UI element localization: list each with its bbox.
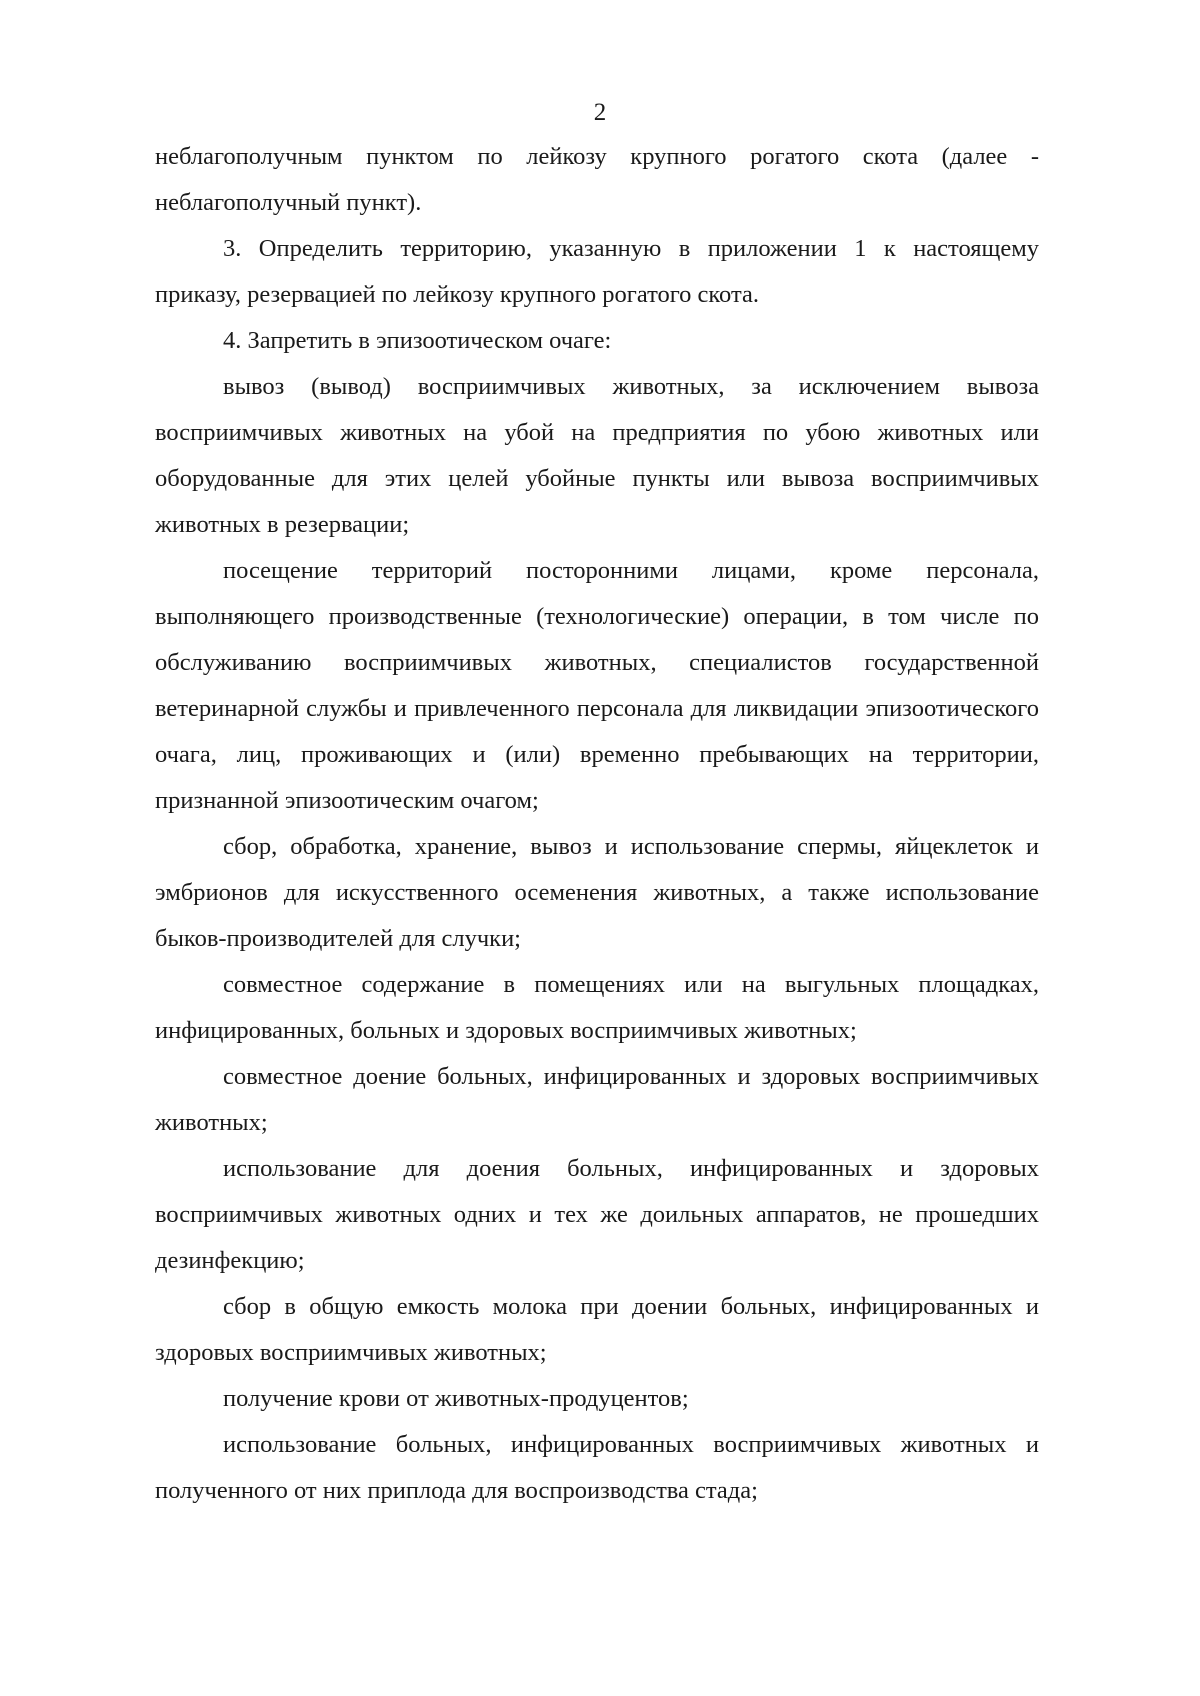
prohibition-semen: сбор, обработка, хранение, вывоз и использование спермы, яйцеклеток и эмбрионов для искусственного осеменения животных, а также использование быков-производителей для случки; bbox=[155, 833, 1039, 952]
page-number: 2 bbox=[593, 99, 607, 126]
prohibition-milk-collection: сбор в общую емкость молока при доении больных, инфицированных и здоровых восприимчивых животных; bbox=[155, 1293, 1039, 1366]
document-body bbox=[155, 134, 1039, 1514]
prohibition-export: вывоз (вывод) восприимчивых животных, за исключением вывоза восприимчивых животных на убой на предприятия по убою животных или оборудованные для этих целей убойные пункты или вывоза восприимчивых животных в резервации; bbox=[155, 373, 1039, 538]
prohibition-visits: посещение территорий посторонними лицами, кроме персонала, выполняющего производственные (технологические) операции, в том числе по обслуживанию восприимчивых животных, специалистов государственной ветеринарной службы и привлеченного персонала для ликвидации эпизоотического очага, лиц, проживающих и (или) временно пребывающих на территории, признанной эпизоотическим очагом; bbox=[155, 557, 1039, 814]
prohibition-reproduction: использование больных, инфицированных восприимчивых животных и полученного от них приплода для воспроизводства стада; bbox=[155, 1431, 1039, 1504]
prohibition-blood: получение крови от животных-продуцентов; bbox=[223, 1385, 689, 1412]
paragraph-continuation: неблагополучным пунктом по лейкозу крупного рогатого скота (далее - неблагополучный пункт). bbox=[155, 143, 1039, 216]
paragraph-item-3: 3. Определить территорию, указанную в приложении 1 к настоящему приказу, резервацией по лейкозу крупного рогатого скота. bbox=[155, 235, 1039, 308]
prohibition-milking-equipment: использование для доения больных, инфицированных и здоровых восприимчивых животных одних и тех же доильных аппаратов, не прошедших дезинфекцию; bbox=[155, 1155, 1039, 1274]
paragraph-item-4: 4. Запретить в эпизоотическом очаге: bbox=[223, 327, 612, 354]
prohibition-joint-milking: совместное доение больных, инфицированных и здоровых восприимчивых животных; bbox=[155, 1063, 1039, 1136]
prohibition-joint-keeping: совместное содержание в помещениях или на выгульных площадках, инфицированных, больных и здоровых восприимчивых животных; bbox=[155, 971, 1039, 1044]
